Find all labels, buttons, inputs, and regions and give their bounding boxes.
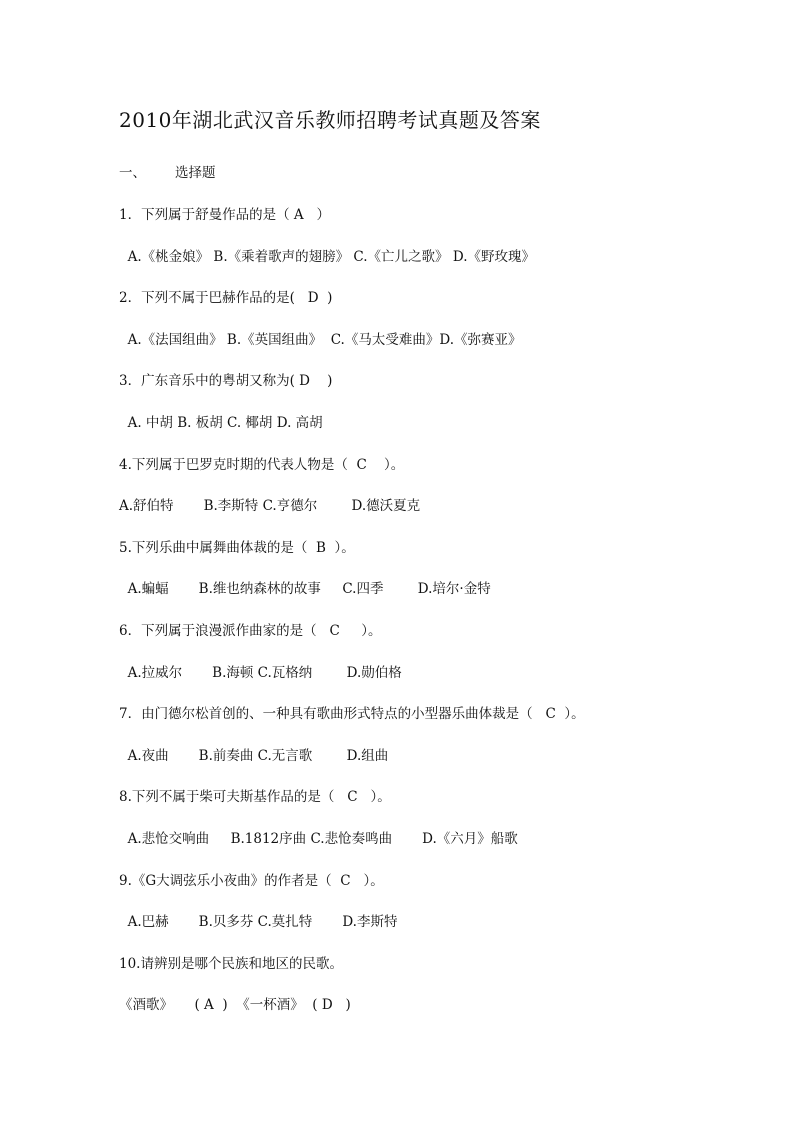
question-9-options: A.巴赫 B.贝多芬 C.莫扎特 D.李斯特: [119, 914, 398, 930]
question-3: 3．广东音乐中的粤胡又称为( D ): [119, 373, 333, 389]
question-10: 10.请辨别是哪个民族和地区的民歌。: [119, 956, 343, 972]
question-1: 1．下列属于舒曼作品的是（ A ）: [119, 207, 331, 223]
question-5-options: A.蝙蝠 B.维也纳森林的故事 C.四季 D.培尔·金特: [119, 581, 491, 597]
section-number: 一、: [119, 165, 146, 181]
question-9: 9.《G大调弦乐小夜曲》的作者是（ C ）。: [119, 873, 384, 889]
question-4-options: A.舒伯特 B.李斯特 C.亨德尔 D.德沃夏克: [119, 498, 421, 514]
section-heading: [119, 161, 216, 181]
question-6-options: A.拉威尔 B.海顿 C.瓦格纳 D.勋伯格: [119, 665, 402, 681]
question-2-options: A.《法国组曲》 B.《英国组曲》 C.《马太受难曲》D.《弥赛亚》: [119, 332, 522, 348]
question-3-options: A. 中胡 B. 板胡 C. 椰胡 D. 高胡: [119, 415, 323, 431]
question-7-options: A.夜曲 B.前奏曲 C.无言歌 D.组曲: [119, 748, 389, 764]
question-7: 7．由门德尔松首创的、一种具有歌曲形式特点的小型器乐曲体裁是（ C ）。: [119, 706, 585, 722]
question-4: 4.下列属于巴罗克时期的代表人物是（ C ）。: [119, 457, 405, 473]
question-1-options: A.《桃金娘》 B.《乘着歌声的翅膀》 C.《亡儿之歌》 D.《野玫瑰》: [119, 249, 535, 265]
document-title: 2010年湖北武汉音乐教师招聘考试真题及答案: [119, 108, 541, 132]
question-5: 5.下列乐曲中属舞曲体裁的是（ B ）。: [119, 540, 355, 556]
question-2: 2．下列不属于巴赫作品的是( D ): [119, 290, 333, 306]
question-10-answers: 《酒歌》 ( A ) 《一杯酒》 ( D ): [119, 997, 351, 1013]
section-label: 选择题: [175, 165, 216, 181]
question-8: 8.下列不属于柴可夫斯基作品的是（ C ）。: [119, 789, 391, 805]
question-6: 6．下列属于浪漫派作曲家的是（ C ）。: [119, 623, 382, 639]
question-8-options: A.悲怆交响曲 B.1812序曲 C.悲怆奏鸣曲 D.《六月》船歌: [119, 831, 518, 847]
